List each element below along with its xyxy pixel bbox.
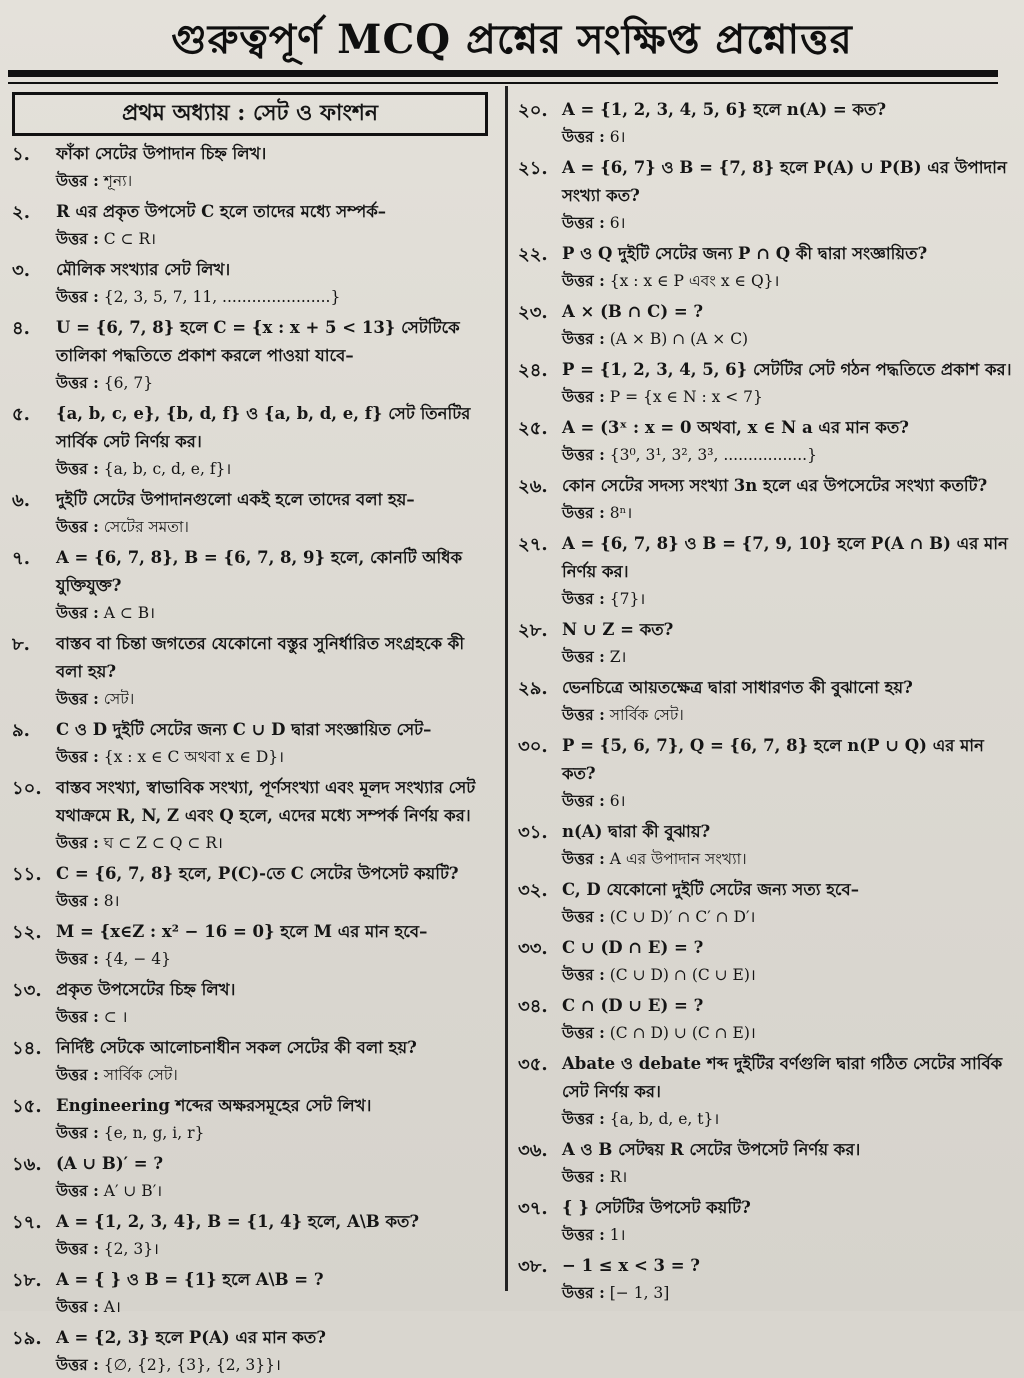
question-text: { } সেটটির উপসেট কয়টি? xyxy=(562,1198,751,1217)
answer-line xyxy=(56,1004,496,1030)
question-number: ২৩. xyxy=(518,302,548,323)
answer-line xyxy=(56,1178,496,1204)
question-item xyxy=(8,860,496,914)
answer-value: 1। xyxy=(609,1226,626,1244)
answer-value: সার্বিক সেট। xyxy=(103,1066,178,1084)
header xyxy=(0,10,1024,70)
question-text: A = {6, 7, 8}, B = {6, 7, 8, 9} হলে, কোনটি অধিক যুক্তিযুক্ত? xyxy=(56,548,463,595)
answer-line xyxy=(562,1106,1014,1132)
question-item xyxy=(514,934,1014,988)
question-number: ১১. xyxy=(12,864,42,885)
answer-value: 8। xyxy=(103,892,120,910)
answer-label: উত্তর : xyxy=(562,1283,605,1302)
answer-value: {4, − 4} xyxy=(103,950,171,968)
question-number: ৬. xyxy=(12,490,30,511)
question-item xyxy=(514,1194,1014,1248)
question-text: {a, b, c, e}, {b, d, f} ও {a, b, d, e, f} সেট তিনটির সার্বিক সেট নির্ণয় কর। xyxy=(56,404,471,451)
answer-value: A এর উপাদান সংখ্যা। xyxy=(609,850,747,868)
question-text: Engineering শব্দের অক্ষরসমূহের সেট লিখ। xyxy=(56,1096,372,1115)
answer-value: ঘ ⊂ Z ⊂ Q ⊂ R। xyxy=(103,834,223,852)
question-text: R এর প্রকৃত উপসেট C হলে তাদের মধ্যে সম্পর্ক– xyxy=(56,202,387,221)
answer-line xyxy=(562,326,1014,352)
question-list-left xyxy=(8,140,496,1378)
answer-line xyxy=(56,1062,496,1088)
question-item xyxy=(8,1150,496,1204)
question-text: A = (3ˣ : x = 0 অথবা, x ∈ N a এর মান কত? xyxy=(562,418,909,437)
answer-value: {e, n, g, i, r} xyxy=(103,1124,205,1142)
question-item xyxy=(514,818,1014,872)
question-item xyxy=(514,674,1014,728)
answer-label: উত্তর : xyxy=(56,1007,99,1026)
answer-label: উত্তর : xyxy=(56,1239,99,1258)
answer-value: ⊂ । xyxy=(103,1008,128,1026)
question-item xyxy=(8,630,496,712)
question-number: ২৪. xyxy=(518,360,548,381)
question-item xyxy=(514,96,1014,150)
question-text: N ∪ Z = কত? xyxy=(562,620,674,639)
chapter-title: প্রথম অধ্যায় : সেট ও ফাংশন xyxy=(121,99,379,126)
answer-value: C ⊂ R। xyxy=(103,230,156,248)
question-item xyxy=(8,1324,496,1378)
question-text: P = {5, 6, 7}, Q = {6, 7, 8} হলে n(P ∪ Q) এর মান কত? xyxy=(562,736,984,783)
question-number: ২১. xyxy=(518,158,548,179)
answer-value: {a, b, d, e, t}। xyxy=(609,1110,720,1128)
question-item xyxy=(514,240,1014,294)
right-column xyxy=(514,92,1014,1306)
question-item xyxy=(514,732,1014,814)
answer-value: 6। xyxy=(609,792,626,810)
question-text: মৌলিক সংখ্যার সেট লিখ। xyxy=(56,260,231,279)
answer-value: 6। xyxy=(609,214,626,232)
question-number: ১৩. xyxy=(12,980,42,1001)
question-number: ৩৩. xyxy=(518,938,548,959)
answer-value: (C ∪ D) ∩ (C ∪ E)। xyxy=(609,966,756,984)
answer-line xyxy=(56,1236,496,1262)
answer-line xyxy=(562,268,1014,294)
answer-label: উত্তর : xyxy=(56,517,99,536)
question-number: ১৪. xyxy=(12,1038,42,1059)
answer-line xyxy=(56,946,496,972)
answer-value: {x : x ∈ C অথবা x ∈ D}। xyxy=(103,748,285,766)
answer-line xyxy=(56,686,496,712)
answer-line xyxy=(562,846,1014,872)
question-text: A = { } ও B = {1} হলে A\B = ? xyxy=(56,1270,324,1289)
question-item xyxy=(514,1050,1014,1132)
question-text: প্রকৃত উপসেটের চিহ্ন লিখ। xyxy=(56,980,236,999)
question-list-right xyxy=(514,96,1014,1306)
question-item xyxy=(514,356,1014,410)
title-rule xyxy=(8,70,998,77)
answer-label: উত্তর : xyxy=(562,271,605,290)
answer-line xyxy=(562,904,1014,930)
answer-value: A ⊂ B। xyxy=(103,604,156,622)
question-item xyxy=(8,918,496,972)
question-text: − 1 ≤ x < 3 = ? xyxy=(562,1256,700,1275)
answer-label: উত্তর : xyxy=(562,647,605,666)
question-number: ১৫. xyxy=(12,1096,42,1117)
question-number: ১০. xyxy=(12,778,42,799)
answer-value: (A × B) ∩ (A × C) xyxy=(609,330,749,348)
left-column xyxy=(8,92,496,1378)
question-text: A × (B ∩ C) = ? xyxy=(562,302,704,321)
answer-line xyxy=(562,702,1014,728)
question-number: ২৮. xyxy=(518,620,548,641)
question-number: ৩৭. xyxy=(518,1198,548,1219)
answer-label: উত্তর : xyxy=(562,705,605,724)
answer-line xyxy=(562,124,1014,150)
answer-value: শূন্য। xyxy=(103,172,133,190)
answer-value: 8ⁿ। xyxy=(609,504,633,522)
question-number: ৩০. xyxy=(518,736,548,757)
question-number: ৩৫. xyxy=(518,1054,548,1075)
answer-line xyxy=(56,514,496,540)
answer-line xyxy=(562,500,1014,526)
question-item xyxy=(514,530,1014,612)
answer-line xyxy=(56,888,496,914)
question-item xyxy=(8,1266,496,1320)
answer-line xyxy=(56,600,496,626)
question-text: M = {x∈Z : x² − 16 = 0} হলে M এর মান হবে– xyxy=(56,922,428,941)
question-text: নির্দিষ্ট সেটকে আলোচনাধীন সকল সেটের কী বলা হয়? xyxy=(56,1038,417,1057)
answer-value: সেটের সমতা। xyxy=(103,518,189,536)
answer-value: {6, 7} xyxy=(103,374,154,392)
answer-label: উত্তর : xyxy=(56,1355,99,1374)
question-text: ফাঁকা সেটের উপাদান চিহ্ন লিখ। xyxy=(56,144,267,163)
question-number: ২৯. xyxy=(518,678,548,699)
question-text: C ∩ (D ∪ E) = ? xyxy=(562,996,704,1015)
question-item xyxy=(8,140,496,194)
answer-label: উত্তর : xyxy=(56,949,99,968)
question-text: P = {1, 2, 3, 4, 5, 6} সেটটির সেট গঠন পদ্ধতিতে প্রকাশ কর। xyxy=(562,360,1012,379)
question-number: ১৬. xyxy=(12,1154,42,1175)
question-number: ৮. xyxy=(12,634,30,655)
column-divider xyxy=(505,86,508,1291)
question-item xyxy=(8,314,496,396)
answer-line xyxy=(562,586,1014,612)
question-item xyxy=(514,1136,1014,1190)
question-item xyxy=(8,976,496,1030)
answer-line xyxy=(56,1352,496,1378)
answer-label: উত্তর : xyxy=(562,849,605,868)
question-item xyxy=(8,400,496,482)
question-item xyxy=(514,154,1014,236)
answer-line xyxy=(562,644,1014,670)
question-item xyxy=(514,472,1014,526)
answer-value: {2, 3}। xyxy=(103,1240,159,1258)
answer-label: উত্তর : xyxy=(56,833,99,852)
answer-value: সেট। xyxy=(103,690,135,708)
answer-label: উত্তর : xyxy=(562,589,605,608)
page-title: গুরুত্বপূর্ণ MCQ প্রশ্নের সংক্ষিপ্ত প্রশ্নোত্তর xyxy=(171,16,853,63)
answer-value: R। xyxy=(609,1168,628,1186)
answer-label: উত্তর : xyxy=(56,373,99,392)
question-number: ৩. xyxy=(12,260,30,281)
answer-value: {a, b, c, d, e, f}। xyxy=(103,460,232,478)
answer-line xyxy=(56,1120,496,1146)
answer-label: উত্তর : xyxy=(562,445,605,464)
answer-label: উত্তর : xyxy=(562,965,605,984)
answer-line xyxy=(56,370,496,396)
question-text: বাস্তব সংখ্যা, স্বাভাবিক সংখ্যা, পূর্ণসংখ্যা এবং মূলদ সংখ্যার সেট যথাক্রমে R, N, Z এবং Q হলে, এদের মধ্যে সম্পর্ক নির্ণয় কর। xyxy=(56,778,476,825)
answer-label: উত্তর : xyxy=(56,459,99,478)
answer-label: উত্তর : xyxy=(56,891,99,910)
question-item xyxy=(8,1034,496,1088)
answer-line xyxy=(562,962,1014,988)
answer-value: {∅, {2}, {3}, {2, 3}}। xyxy=(103,1356,281,1374)
question-text: C ও D দুইটি সেটের জন্য C ∪ D দ্বারা সংজ্ঞায়িত সেট– xyxy=(56,720,432,739)
answer-value: {2, 3, 5, 7, 11, ......................} xyxy=(103,288,341,306)
question-item xyxy=(514,616,1014,670)
answer-label: উত্তর : xyxy=(562,907,605,926)
answer-label: উত্তর : xyxy=(562,1225,605,1244)
question-text: U = {6, 7, 8} হলে C = {x : x + 5 < 13} সেটটিকে তালিকা পদ্ধতিতে প্রকাশ করলে পাওয়া যাবে– xyxy=(56,318,460,365)
question-text: C, D যেকোনো দুইটি সেটের জন্য সত্য হবে– xyxy=(562,880,859,899)
question-number: ৪. xyxy=(12,318,30,339)
answer-value: {7}। xyxy=(609,590,646,608)
question-number: ১৭. xyxy=(12,1212,42,1233)
question-item xyxy=(8,1092,496,1146)
answer-label: উত্তর : xyxy=(56,1123,99,1142)
answer-label: উত্তর : xyxy=(562,387,605,406)
answer-value: 6। xyxy=(609,128,626,146)
answer-label: উত্তর : xyxy=(56,747,99,766)
question-number: ২০. xyxy=(518,100,548,121)
question-item xyxy=(8,486,496,540)
question-number: ১৮. xyxy=(12,1270,42,1291)
question-item xyxy=(514,298,1014,352)
answer-label: উত্তর : xyxy=(562,1167,605,1186)
answer-label: উত্তর : xyxy=(562,127,605,146)
answer-label: উত্তর : xyxy=(56,1181,99,1200)
answer-label: উত্তর : xyxy=(562,503,605,522)
answer-value: P = {x ∈ N : x < 7} xyxy=(609,388,763,406)
answer-line xyxy=(562,1280,1014,1306)
answer-line xyxy=(56,226,496,252)
question-item xyxy=(8,544,496,626)
question-text: C = {6, 7, 8} হলে, P(C)-তে C সেটের উপসেট কয়টি? xyxy=(56,864,459,883)
question-number: ১. xyxy=(12,144,30,165)
question-item xyxy=(8,198,496,252)
question-text: বাস্তব বা চিন্তা জগতের যেকোনো বস্তুর সুনির্ধারিত সংগ্রহকে কী বলা হয়? xyxy=(56,634,465,681)
answer-label: উত্তর : xyxy=(56,603,99,622)
answer-line xyxy=(562,1164,1014,1190)
question-text: C ∪ (D ∩ E) = ? xyxy=(562,938,704,957)
answer-value: (C ∪ D)′ ∩ C′ ∩ D′। xyxy=(609,908,756,926)
question-number: ৭. xyxy=(12,548,30,569)
question-text: P ও Q দুইটি সেটের জন্য P ∩ Q কী দ্বারা সংজ্ঞায়িত? xyxy=(562,244,928,263)
question-number: ৩১. xyxy=(518,822,548,843)
answer-label: উত্তর : xyxy=(56,689,99,708)
question-number: ১২. xyxy=(12,922,42,943)
question-text: Abate ও debate শব্দ দুইটির বর্ণগুলি দ্বারা গঠিত সেটের সার্বিক সেট নির্ণয় কর। xyxy=(562,1054,1003,1101)
question-number: ১৯. xyxy=(12,1328,42,1349)
answer-line xyxy=(562,210,1014,236)
answer-value: {3⁰, 3¹, 3², 3³, .................} xyxy=(609,446,817,464)
question-item xyxy=(8,716,496,770)
question-text: A = {6, 7} ও B = {7, 8} হলে P(A) ∪ P(B) এর উপাদান সংখ্যা কত? xyxy=(562,158,1007,205)
answer-line xyxy=(562,384,1014,410)
answer-line xyxy=(56,744,496,770)
question-text: দুইটি সেটের উপাদানগুলো একই হলে তাদের বলা হয়– xyxy=(56,490,415,509)
answer-line xyxy=(56,830,496,856)
question-number: ৩৮. xyxy=(518,1256,548,1277)
answer-label: উত্তর : xyxy=(562,1023,605,1042)
answer-value: সার্বিক সেট। xyxy=(609,706,684,724)
answer-line xyxy=(56,284,496,310)
answer-value: A′ ∪ B′। xyxy=(103,1182,163,1200)
answer-label: উত্তর : xyxy=(562,213,605,232)
question-text: A ও B সেটদ্বয় R সেটের উপসেট নির্ণয় কর। xyxy=(562,1140,861,1159)
question-number: ৩৬. xyxy=(518,1140,548,1161)
question-item xyxy=(514,414,1014,468)
answer-line xyxy=(56,456,496,482)
answer-line xyxy=(56,168,496,194)
answer-value: (C ∩ D) ∪ (C ∩ E)। xyxy=(609,1024,756,1042)
question-text: কোন সেটের সদস্য সংখ্যা 3n হলে এর উপসেটের সংখ্যা কতটি? xyxy=(562,476,988,495)
question-item xyxy=(8,774,496,856)
question-item xyxy=(8,256,496,310)
answer-line xyxy=(562,1020,1014,1046)
question-text: A = {1, 2, 3, 4, 5, 6} হলে n(A) = কত? xyxy=(562,100,887,119)
question-number: ২৬. xyxy=(518,476,548,497)
question-item xyxy=(8,1208,496,1262)
question-number: ২৫. xyxy=(518,418,548,439)
answer-value: [− 1, 3] xyxy=(609,1284,670,1302)
question-number: ৯. xyxy=(12,720,30,741)
answer-value: {x : x ∈ P এবং x ∈ Q}। xyxy=(609,272,780,290)
question-number: ২২. xyxy=(518,244,548,265)
answer-label: উত্তর : xyxy=(562,791,605,810)
title-rule-thin xyxy=(8,82,998,84)
answer-value: Z। xyxy=(609,648,627,666)
question-text: (A ∪ B)′ = ? xyxy=(56,1154,164,1173)
question-number: ২. xyxy=(12,202,30,223)
answer-label: উত্তর : xyxy=(562,1109,605,1128)
answer-label: উত্তর : xyxy=(56,1065,99,1084)
answer-line xyxy=(562,442,1014,468)
answer-label: উত্তর : xyxy=(56,229,99,248)
question-item xyxy=(514,876,1014,930)
question-text: A = {1, 2, 3, 4}, B = {1, 4} হলে, A\B কত? xyxy=(56,1212,420,1231)
answer-label: উত্তর : xyxy=(56,287,99,306)
answer-label: উত্তর : xyxy=(56,171,99,190)
chapter-heading xyxy=(12,92,488,136)
question-text: A = {2, 3} হলে P(A) এর মান কত? xyxy=(56,1328,326,1347)
question-number: ৩৪. xyxy=(518,996,548,1017)
answer-label: উত্তর : xyxy=(56,1297,99,1316)
answer-value: A। xyxy=(103,1298,121,1316)
question-number: ৩২. xyxy=(518,880,548,901)
question-item xyxy=(514,992,1014,1046)
question-text: A = {6, 7, 8} ও B = {7, 9, 10} হলে P(A ∩ B) এর মান নির্ণয় কর। xyxy=(562,534,1008,581)
answer-label: উত্তর : xyxy=(562,329,605,348)
question-text: ভেনচিত্রে আয়তক্ষেত্র দ্বারা সাধারণত কী বুঝানো হয়? xyxy=(562,678,913,697)
question-text: n(A) দ্বারা কী বুঝায়? xyxy=(562,822,711,841)
question-item xyxy=(514,1252,1014,1306)
answer-line xyxy=(562,788,1014,814)
question-number: ২৭. xyxy=(518,534,548,555)
answer-line xyxy=(562,1222,1014,1248)
answer-line xyxy=(56,1294,496,1320)
question-number: ৫. xyxy=(12,404,30,425)
